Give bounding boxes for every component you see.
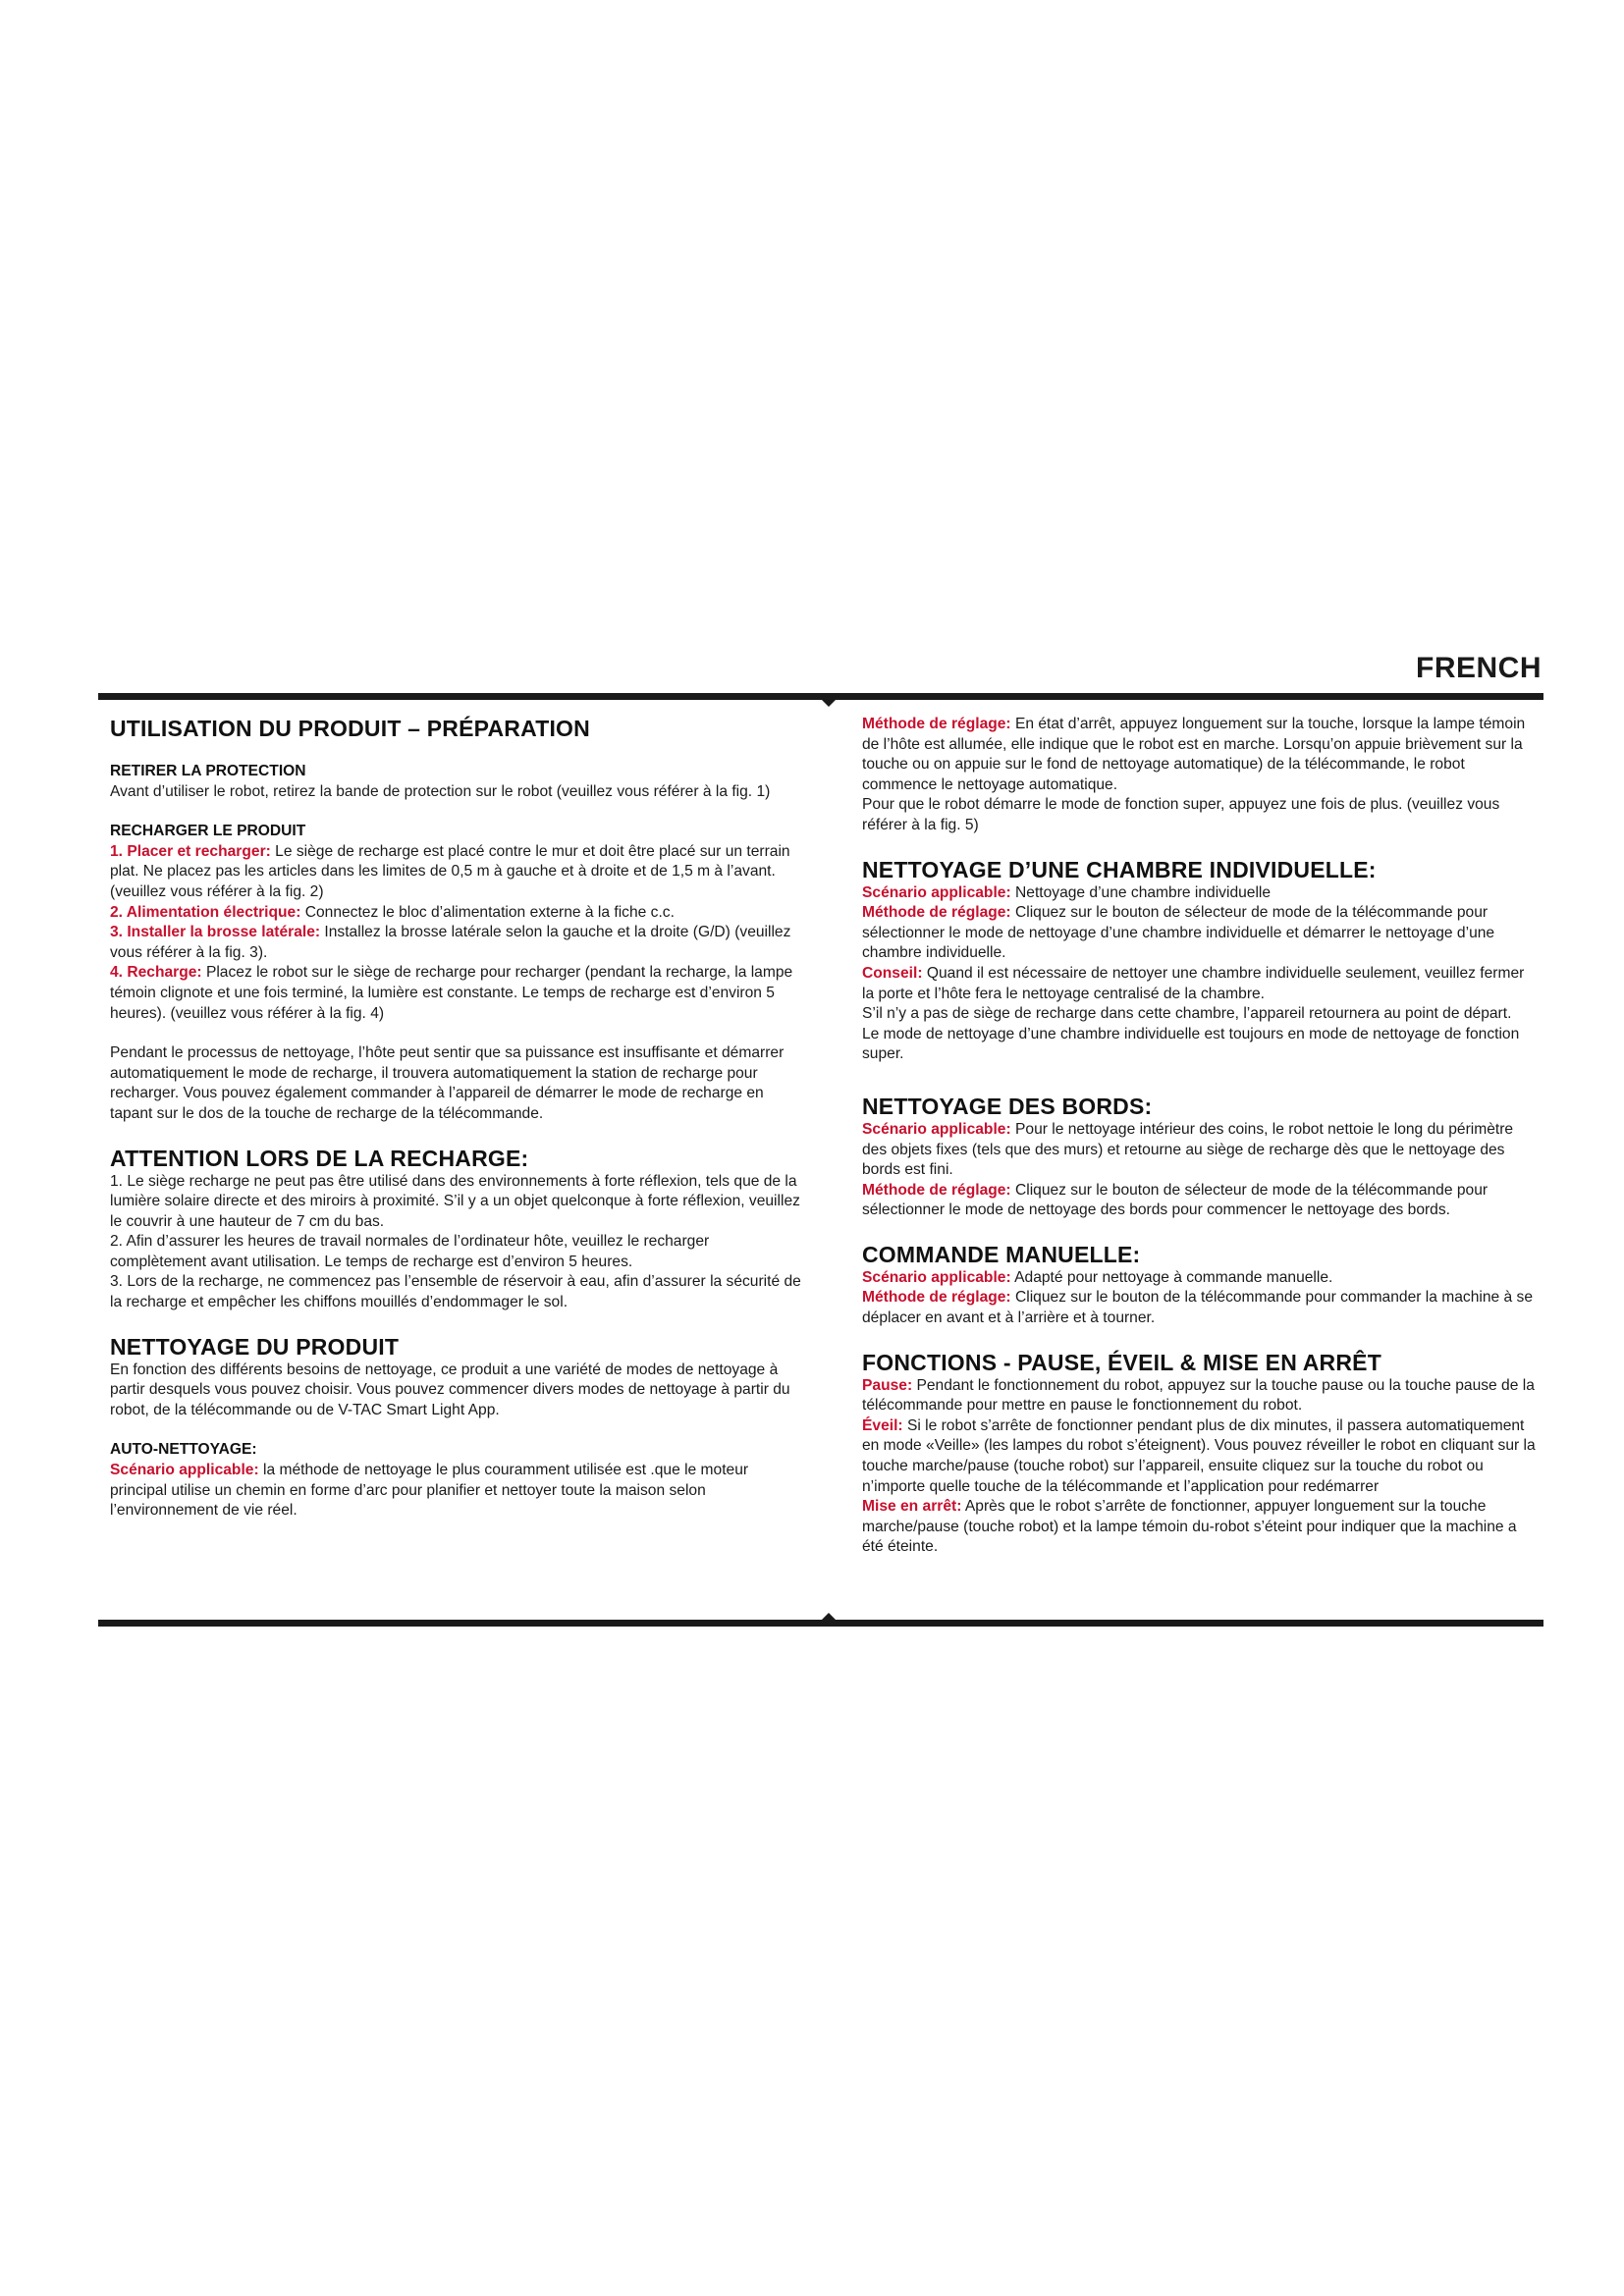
single-room-tip	[862, 964, 1540, 1004]
single-room-scenario	[862, 883, 1540, 904]
section-title-edges: NETTOYAGE DES BORDS:	[862, 1093, 1153, 1119]
single-room-method-text: Cliquez sur le bouton de sélecteur de mode de la télécommande pour sélectionner le mode de nettoyage d’une chambre individuelle et démarrer le nettoyage d’une chambre individuelle.	[862, 904, 1495, 962]
functions-pause	[862, 1376, 1540, 1416]
intro-method-text: En état d’arrêt, appuyez longuement sur la touche, lorsque la lampe témoin de l’hôte est allumée, elle indique que le robot est en marche. Lorsqu’on appuie brièvement sur la touche ou on appuie sur le fond de nettoyage automatique) de la télécommande, le robot commence le nettoyage automatique.	[862, 716, 1526, 793]
single-room-tip-label: Conseil:	[862, 964, 923, 982]
edges-method-label: Méthode de réglage:	[862, 1181, 1011, 1199]
cleaning-text: En fonction des différents besoins de nettoyage, ce produit a une variété de modes de nettoyage à partir desquels vous pouvez choisir. Vous pouvez commencer divers modes de nettoyage à partir du robot, de la télécommande ou de V-TAC Smart Light App.	[110, 1361, 790, 1418]
bottom-divider	[98, 1620, 1543, 1627]
step-3-text: Installez la brosse latérale selon la gauche et la droite (G/D) (veuillez vous référer à la fig. 3).	[110, 924, 791, 961]
single-room-scenario-label: Scénario applicable:	[862, 883, 1011, 901]
section-title-functions: FONCTIONS - PAUSE, ÉVEIL & MISE EN ARRÊT	[862, 1349, 1381, 1375]
attention-item-3: 3. Lors de la recharge, ne commencez pas l’ensemble de réservoir à eau, afin d’assurer la sécurité de la recharge et empêcher les chiffons mouillés d’endommager le sol.	[110, 1273, 801, 1311]
step-4-text: Placez le robot sur le siège de recharge pour recharger (pendant la recharge, la lampe témoin clignote et une fois terminé, la lumière est constante. Le temps de recharge est d’environ 5 heures). (veuillez vous référer à la fig. 4)	[110, 964, 793, 1022]
single-room-method	[862, 903, 1540, 964]
power-off-text: Après que le robot s’arrête de fonctionner, appuyer longuement sur la touche marche/pause (touche robot) et la lampe témoin du-robot s’éteint pour indiquer que la machine a été éteinte.	[862, 1498, 1517, 1556]
manual-scenario	[862, 1268, 1540, 1289]
auto-scenario-text: la méthode de nettoyage le plus couramment utilisée est .que le moteur principal utilise un chemin en forme d’arc pour planifier et nettoyer toute la maison selon l’environnement de vie réel.	[110, 1462, 749, 1520]
top-divider	[98, 693, 1543, 700]
edges-method-text: Cliquez sur le bouton de sélecteur de mode de la télécommande pour sélectionner le mode de nettoyage des bords pour commencer le nettoyage des bords.	[862, 1181, 1489, 1219]
auto-scenario-label: Scénario applicable:	[110, 1462, 259, 1479]
single-room-tip-text: Quand il est nécessaire de nettoyer une chambre individuelle seulement, veuillez fermer la porte et l’hôte fera le nettoyage centralisé de la chambre.	[862, 964, 1525, 1002]
manual-method	[862, 1288, 1540, 1328]
remove-protection-text: Avant d’utiliser le robot, retirez la bande de protection sur le robot (veuillez vous référer à la fig. 1)	[110, 782, 771, 800]
step-1-label: 1. Placer et recharger:	[110, 842, 271, 860]
recharge-step-3	[110, 923, 809, 963]
functions-power-off	[862, 1497, 1540, 1558]
recharge-paragraph: Pendant le processus de nettoyage, l’hôte peut sentir que sa puissance est insuffisante et démarrer automatiquement le mode de recharge, il trouvera automatiquement la station de recharge pour recharger. Vous pouvez également commander à l’appareil de démarrer le mode de recharge en tapant sur le dos de la touche de recharge de la télécommande.	[110, 1044, 785, 1122]
wake-text: Si le robot s’arrête de fonctionner pendant plus de dix minutes, il passera automatiquement en mode «Veille» (les lampes du robot s’éteignent). Vous pouvez réveiller le robot en cliquant sur la touche marche/pause (touche robot) sur l’appareil, ensuite cliquez sur la touche du robot ou n’importe quelle touche de la télécommande et l’application pour redémarrer	[862, 1416, 1536, 1495]
manual-method-text: Cliquez sur le bouton de la télécommande pour commander la machine à se déplacer en avant et à l’arrière et à tourner.	[862, 1289, 1533, 1327]
step-2-text: Connectez le bloc d’alimentation externe à la fiche c.c.	[300, 903, 675, 921]
step-1-text: Le siège de recharge est placé contre le mur et doit être placé sur un terrain plat. Ne placez pas les articles dans les limites de 0,5 m à gauche et à droite et de 1,5 m à l’avant. (veuillez vous référer à la fig. 2)	[110, 842, 790, 900]
power-off-label: Mise en arrêt:	[862, 1498, 962, 1516]
bottom-divider-notch	[822, 1613, 836, 1620]
section-title-attention: ATTENTION LORS DE LA RECHARGE:	[110, 1145, 529, 1171]
intro-super-mode: Pour que le robot démarre le mode de fonction super, appuyez une fois de plus. (veuillez vous référer à la fig. 5)	[862, 796, 1500, 833]
attention-item-2: 2. Afin d’assurer les heures de travail normales de l’ordinateur hôte, veuillez le recharger complètement avant utilisation. Le temps de recharge est d’environ 5 heures.	[110, 1233, 710, 1270]
single-room-method-label: Méthode de réglage:	[862, 904, 1011, 922]
step-4-label: 4. Recharge:	[110, 964, 202, 982]
section-title-preparation: UTILISATION DU PRODUIT – PRÉPARATION	[110, 716, 590, 741]
section-title-manual: COMMANDE MANUELLE:	[862, 1241, 1141, 1267]
recharge-step-4	[110, 963, 809, 1024]
language-label: FRENCH	[1416, 652, 1542, 684]
intro-method-label: Méthode de réglage:	[862, 716, 1011, 732]
pause-text: Pendant le fonctionnement du robot, appuyez sur la touche pause ou la touche pause de la télécommande pour mettre en pause le fonctionnement du robot.	[862, 1376, 1535, 1415]
pause-label: Pause:	[862, 1376, 913, 1394]
single-room-scenario-text: Nettoyage d’une chambre individuelle	[1010, 883, 1272, 901]
recharge-step-2	[110, 903, 809, 924]
wake-label: Éveil:	[862, 1416, 903, 1434]
subtitle-recharge: RECHARGER LE PRODUIT	[110, 823, 306, 840]
edges-scenario-text: Pour le nettoyage intérieur des coins, le robot nettoie le long du périmètre des objets fixes (tels que des murs) et retourne au siège de recharge dès que le nettoyage des bords est fini.	[862, 1120, 1514, 1179]
edges-scenario	[862, 1120, 1540, 1181]
auto-cleaning-text	[110, 1461, 809, 1522]
step-2-label: 2. Alimentation électrique:	[110, 903, 301, 921]
functions-wake	[862, 1416, 1540, 1497]
edges-scenario-label: Scénario applicable:	[862, 1120, 1011, 1138]
step-3-label: 3. Installer la brosse latérale:	[110, 924, 321, 941]
manual-scenario-label: Scénario applicable:	[862, 1268, 1011, 1286]
recharge-step-1	[110, 842, 809, 903]
subtitle-remove-protection: RETIRER LA PROTECTION	[110, 763, 306, 779]
single-room-note-1: S’il n’y a pas de siège de recharge dans cette chambre, l’appareil retournera au point de départ.	[862, 1005, 1512, 1023]
manual-scenario-text: Adapté pour nettoyage à commande manuelle.	[1010, 1268, 1333, 1286]
edges-method	[862, 1181, 1540, 1221]
top-divider-notch	[822, 700, 836, 707]
manual-method-label: Méthode de réglage:	[862, 1289, 1011, 1307]
section-title-cleaning: NETTOYAGE DU PRODUIT	[110, 1333, 400, 1360]
section-title-single-room: NETTOYAGE D’UNE CHAMBRE INDIVIDUELLE:	[862, 856, 1377, 882]
attention-item-1: 1. Le siège recharge ne peut pas être utilisé dans des environnements à forte réflexion, tels que de la lumière solaire directe et des miroirs à proximité. S’il y a un objet quelconque à forte réflexion, veuillez le couvrir à une hauteur de 7 cm du bas.	[110, 1172, 800, 1230]
single-room-note-2: Le mode de nettoyage d’une chambre individuelle est toujours en mode de nettoyage de fonction super.	[862, 1025, 1520, 1063]
subtitle-auto-cleaning: AUTO-NETTOYAGE:	[110, 1441, 257, 1459]
intro-method	[862, 715, 1540, 795]
left-column	[110, 715, 809, 1522]
right-column	[862, 715, 1540, 1558]
